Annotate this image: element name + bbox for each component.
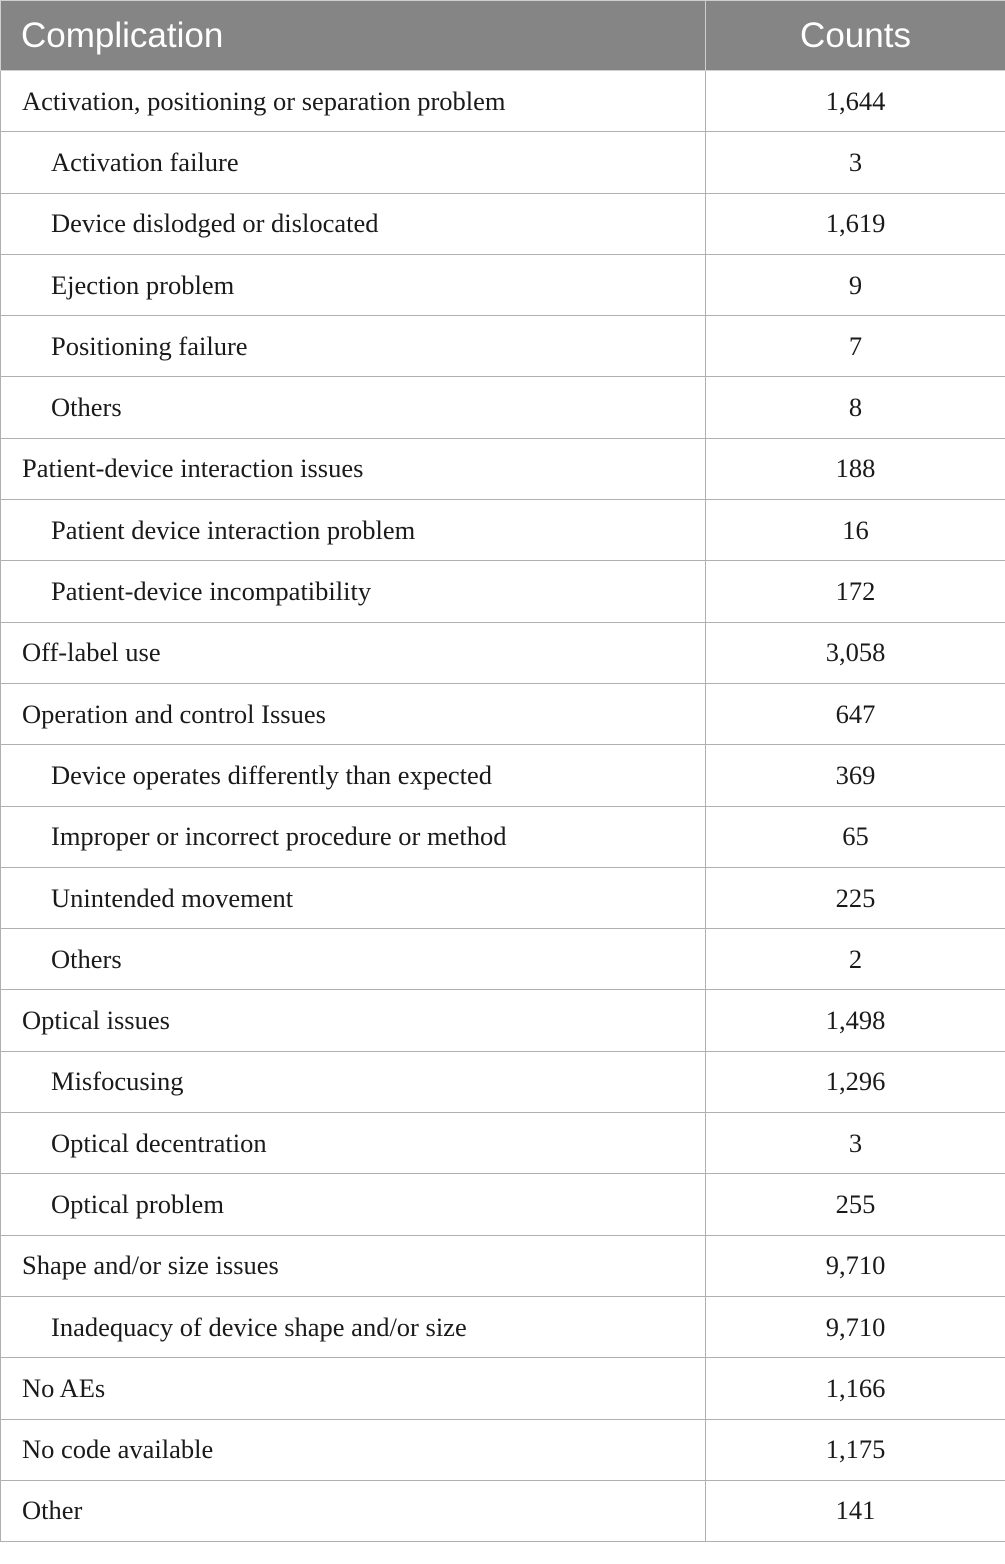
count-value: 1,619 xyxy=(706,193,1005,254)
count-value: 141 xyxy=(706,1480,1005,1541)
count-value: 1,175 xyxy=(706,1419,1005,1480)
count-value: 7 xyxy=(706,316,1005,377)
subcategory-label: Device dislodged or dislocated xyxy=(1,193,706,254)
table-row xyxy=(1,1358,1005,1419)
count-value: 8 xyxy=(706,377,1005,438)
subcategory-label: Unintended movement xyxy=(1,867,706,928)
table-row xyxy=(1,438,1005,499)
count-value: 9,710 xyxy=(706,1235,1005,1296)
category-label: Optical issues xyxy=(1,990,706,1051)
table-row xyxy=(1,254,1005,315)
table-row xyxy=(1,132,1005,193)
category-label: Patient-device interaction issues xyxy=(1,438,706,499)
category-label: Other xyxy=(1,1480,706,1541)
count-value: 647 xyxy=(706,683,1005,744)
count-value: 369 xyxy=(706,745,1005,806)
count-value: 188 xyxy=(706,438,1005,499)
count-value: 3,058 xyxy=(706,622,1005,683)
category-label: No AEs xyxy=(1,1358,706,1419)
category-label: No code available xyxy=(1,1419,706,1480)
table-row xyxy=(1,1051,1005,1112)
table-row xyxy=(1,929,1005,990)
count-value: 3 xyxy=(706,132,1005,193)
subcategory-label: Ejection problem xyxy=(1,254,706,315)
category-label: Off-label use xyxy=(1,622,706,683)
count-value: 2 xyxy=(706,929,1005,990)
table-row xyxy=(1,193,1005,254)
table-row xyxy=(1,377,1005,438)
table-row xyxy=(1,867,1005,928)
category-label: Operation and control Issues xyxy=(1,683,706,744)
count-value: 16 xyxy=(706,500,1005,561)
count-value: 65 xyxy=(706,806,1005,867)
table-row xyxy=(1,745,1005,806)
table-row xyxy=(1,500,1005,561)
table-row xyxy=(1,316,1005,377)
subcategory-label: Device operates differently than expected xyxy=(1,745,706,806)
count-value: 225 xyxy=(706,867,1005,928)
subcategory-label: Positioning failure xyxy=(1,316,706,377)
header-row xyxy=(1,1,1005,71)
table-row xyxy=(1,806,1005,867)
category-label: Shape and/or size issues xyxy=(1,1235,706,1296)
count-value: 9,710 xyxy=(706,1296,1005,1357)
subcategory-label: Others xyxy=(1,377,706,438)
count-value: 172 xyxy=(706,561,1005,622)
subcategory-label: Others xyxy=(1,929,706,990)
column-header-complication: Complication xyxy=(1,1,706,71)
count-value: 1,498 xyxy=(706,990,1005,1051)
subcategory-label: Patient-device incompatibility xyxy=(1,561,706,622)
subcategory-label: Optical decentration xyxy=(1,1113,706,1174)
table-row xyxy=(1,561,1005,622)
count-value: 3 xyxy=(706,1113,1005,1174)
table-header xyxy=(1,1,1005,71)
subcategory-label: Improper or incorrect procedure or method xyxy=(1,806,706,867)
table-row xyxy=(1,1296,1005,1357)
count-value: 255 xyxy=(706,1174,1005,1235)
table-body xyxy=(1,71,1005,1542)
count-value: 1,296 xyxy=(706,1051,1005,1112)
table-row xyxy=(1,1480,1005,1541)
table-row xyxy=(1,1235,1005,1296)
subcategory-label: Optical problem xyxy=(1,1174,706,1235)
subcategory-label: Misfocusing xyxy=(1,1051,706,1112)
table-row xyxy=(1,1174,1005,1235)
category-label: Activation, positioning or separation problem xyxy=(1,71,706,132)
table-row xyxy=(1,622,1005,683)
count-value: 1,644 xyxy=(706,71,1005,132)
table-row xyxy=(1,1419,1005,1480)
count-value: 9 xyxy=(706,254,1005,315)
subcategory-label: Activation failure xyxy=(1,132,706,193)
subcategory-label: Inadequacy of device shape and/or size xyxy=(1,1296,706,1357)
table-row xyxy=(1,990,1005,1051)
column-header-counts: Counts xyxy=(706,1,1005,71)
subcategory-label: Patient device interaction problem xyxy=(1,500,706,561)
table-row xyxy=(1,683,1005,744)
table-row xyxy=(1,71,1005,132)
count-value: 1,166 xyxy=(706,1358,1005,1419)
table-row xyxy=(1,1113,1005,1174)
